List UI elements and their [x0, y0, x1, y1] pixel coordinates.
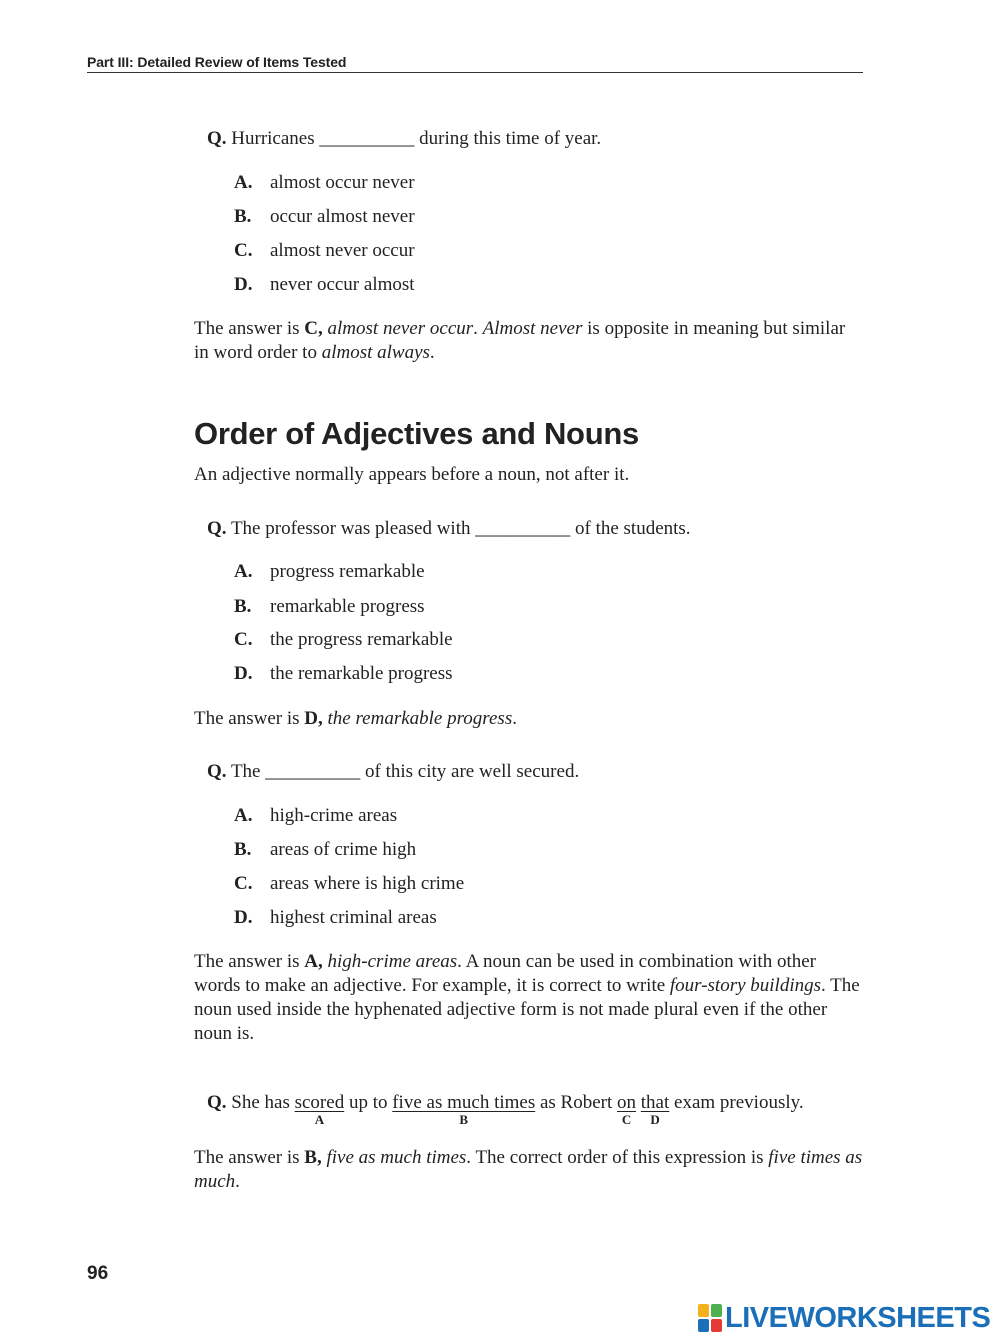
question-text: The __________ of this city are well secured. [230, 761, 580, 782]
answer-phrase: five times as much [194, 1147, 863, 1192]
underlined-text: five as much times [392, 1092, 536, 1113]
option-letter: A [314, 1112, 325, 1127]
section-intro: An adjective normally appears before a noun, not after it. [194, 464, 630, 485]
answer-phrase: almost never occur [327, 318, 474, 339]
answer-text: . [235, 1171, 240, 1192]
question-1 [207, 128, 601, 150]
question-text: exam previously. [669, 1092, 804, 1113]
brand-name: LIVEWORKSHEETS [725, 1301, 991, 1334]
answer-phrase: five as much times [326, 1147, 467, 1168]
option-letter: B [459, 1112, 469, 1127]
option-text: progress remarkable [270, 561, 425, 582]
option-text: never occur almost [270, 274, 415, 295]
option-text: areas where is high crime [270, 873, 465, 894]
underlined-text: on [617, 1092, 637, 1113]
question-text: Hurricanes __________ during this time of year. [231, 128, 602, 149]
underlined-option-c[interactable] [617, 1092, 637, 1127]
answer-prefix: The answer is [194, 708, 305, 729]
option-letter: C. [234, 240, 253, 261]
option-letter: D. [234, 663, 253, 684]
underlined-option-d[interactable] [640, 1092, 670, 1127]
answer-letter: C, [304, 318, 323, 339]
option-letter: C [621, 1112, 632, 1127]
question-label: Q. [207, 1092, 227, 1113]
question-2 [207, 518, 691, 540]
option-letter: C. [234, 873, 253, 894]
question-text: She has [231, 1092, 295, 1113]
answer-prefix: The answer is [194, 318, 305, 339]
q4-answer [194, 1146, 864, 1194]
option-letter: B. [234, 596, 252, 617]
question-text: The professor was pleased with __________ of the students. [230, 518, 691, 539]
answer-phrase: four-story buildings [669, 975, 822, 996]
option-text: almost occur never [270, 172, 415, 193]
question-text: up to [344, 1092, 393, 1113]
question-text: as Robert [535, 1092, 618, 1113]
option-text: the progress remarkable [270, 629, 453, 650]
answer-text: . [512, 708, 517, 729]
option-text: high-crime areas [270, 805, 398, 826]
underlined-text: scored [294, 1092, 345, 1113]
option-letter: C. [234, 629, 253, 650]
section-heading: Order of Adjectives and Nouns [194, 416, 639, 451]
answer-prefix: The answer is [194, 1147, 305, 1168]
answer-text: . [429, 342, 435, 363]
liveworksheets-logo[interactable] [698, 1300, 990, 1336]
question-label: Q. [207, 128, 227, 149]
option-text: occur almost never [270, 206, 415, 227]
question-3 [207, 761, 579, 783]
option-letter: B. [234, 206, 252, 227]
answer-phrase: almost always [321, 342, 430, 363]
answer-letter: D, [304, 708, 323, 729]
option-text: remarkable progress [270, 596, 425, 617]
option-letter: D. [234, 274, 253, 295]
answer-text: is opposite in meaning but similar in word order to [194, 318, 846, 363]
answer-text: . The correct order of this expression is [466, 1147, 769, 1168]
answer-phrase: the remarkable progress [327, 708, 513, 729]
answer-prefix: The answer is [194, 951, 305, 972]
q2-answer [194, 707, 864, 731]
option-text: areas of crime high [270, 839, 417, 860]
question-4 [207, 1092, 804, 1127]
underlined-option-b[interactable] [392, 1092, 536, 1127]
option-text: highest criminal areas [270, 907, 437, 928]
answer-text: . The noun used inside the hyphenated adjective form is not made plural even if the other noun is. [194, 975, 860, 1044]
page-number: 96 [87, 1263, 109, 1284]
option-letter: B. [234, 839, 252, 860]
answer-letter: A, [304, 951, 323, 972]
liveworksheets-logo-icon [698, 1304, 722, 1332]
underlined-option-a[interactable] [294, 1092, 345, 1127]
option-letter: A. [234, 561, 253, 582]
option-letter: A. [234, 172, 253, 193]
answer-letter: B, [304, 1147, 322, 1168]
option-text: almost never occur [270, 240, 415, 261]
option-letter: A. [234, 805, 253, 826]
q3-answer [194, 950, 864, 1046]
question-label: Q. [207, 761, 227, 782]
answer-phrase: high-crime areas [327, 951, 458, 972]
running-header: Part III: Detailed Review of Items Tested [87, 54, 863, 73]
answer-phrase: Almost never [482, 318, 583, 339]
q1-answer [194, 317, 864, 365]
answer-text: . A noun can be used in combination with other words to make an adjective. For example, it is correct to write [194, 951, 816, 996]
option-text: the remarkable progress [270, 663, 453, 684]
underlined-text: that [640, 1092, 670, 1113]
option-letter: D. [234, 907, 253, 928]
question-label: Q. [207, 518, 227, 539]
option-letter: D [650, 1112, 660, 1127]
answer-text: . [473, 318, 483, 339]
